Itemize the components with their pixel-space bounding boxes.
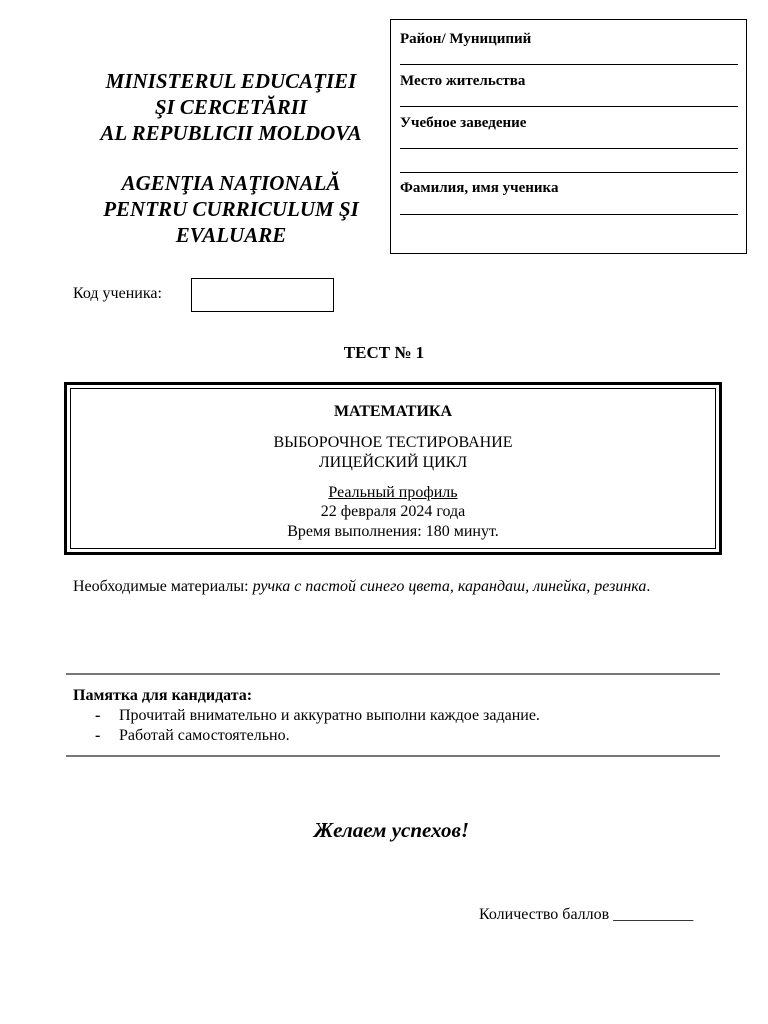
memo-list: [95, 706, 540, 746]
divider-bottom: [66, 755, 720, 757]
bullet-dash: -: [95, 727, 101, 744]
materials-items: ручка с пастой синего цвета, карандаш, линейка, резинка: [252, 578, 647, 595]
district-field[interactable]: [400, 64, 738, 65]
agency-line: PENTRU CURRICULUM ŞI: [103, 197, 359, 221]
test-type: ВЫБОРОЧНОЕ ТЕСТИРОВАНИЕ: [273, 434, 513, 451]
residence-label: Место жительства: [400, 73, 526, 89]
district-label: Район/ Муниципий: [400, 31, 532, 47]
school-label: Учебное заведение: [400, 115, 527, 131]
student-code-label: Код ученика:: [73, 285, 162, 302]
agency-line: AGENŢIA NAŢIONALĂ: [121, 171, 341, 195]
score-line: Количество баллов __________: [479, 906, 694, 923]
residence-field[interactable]: [400, 106, 738, 107]
memo-item: [95, 726, 540, 746]
test-date: 22 февраля 2024 года: [320, 503, 466, 520]
ministry-line: ŞI CERCETĂRII: [154, 95, 308, 119]
ministry-header: [70, 68, 392, 248]
student-name-label: Фамилия, имя ученика: [400, 180, 559, 196]
student-code-box[interactable]: [191, 278, 334, 312]
subject-box-inner: [70, 388, 716, 549]
ministry-line: MINISTERUL EDUCAŢIEI: [105, 69, 357, 93]
materials-label: Необходимые материалы:: [73, 578, 249, 595]
student-name-field[interactable]: [400, 214, 738, 215]
test-cycle: ЛИЦЕЙСКИЙ ЦИКЛ: [318, 454, 468, 471]
test-duration: Время выполнения: 180 минут.: [287, 523, 499, 540]
student-info-box: [390, 19, 747, 254]
subject-title: МАТЕМАТИКА: [333, 403, 453, 420]
subject-box: [64, 382, 722, 555]
materials-text: [73, 576, 693, 597]
school-field[interactable]: [400, 148, 738, 149]
school-field-extra[interactable]: [400, 172, 738, 173]
memo-item-text: Прочитай внимательно и аккуратно выполни каждое задание.: [119, 707, 540, 724]
test-title: ТЕСТ № 1: [343, 343, 425, 362]
ministry-line: AL REPUBLICII MOLDOVA: [100, 121, 362, 145]
bullet-dash: -: [95, 707, 101, 724]
test-profile: Реальный профиль: [328, 484, 458, 501]
memo-title: Памятка для кандидата:: [73, 687, 253, 704]
memo-item: [95, 706, 540, 726]
memo-item-text: Работай самостоятельно.: [119, 727, 290, 744]
materials-end: .: [646, 578, 651, 595]
wish-text: Желаем успехов!: [313, 818, 470, 842]
divider-top: [66, 673, 720, 675]
agency-line: EVALUARE: [175, 223, 287, 247]
